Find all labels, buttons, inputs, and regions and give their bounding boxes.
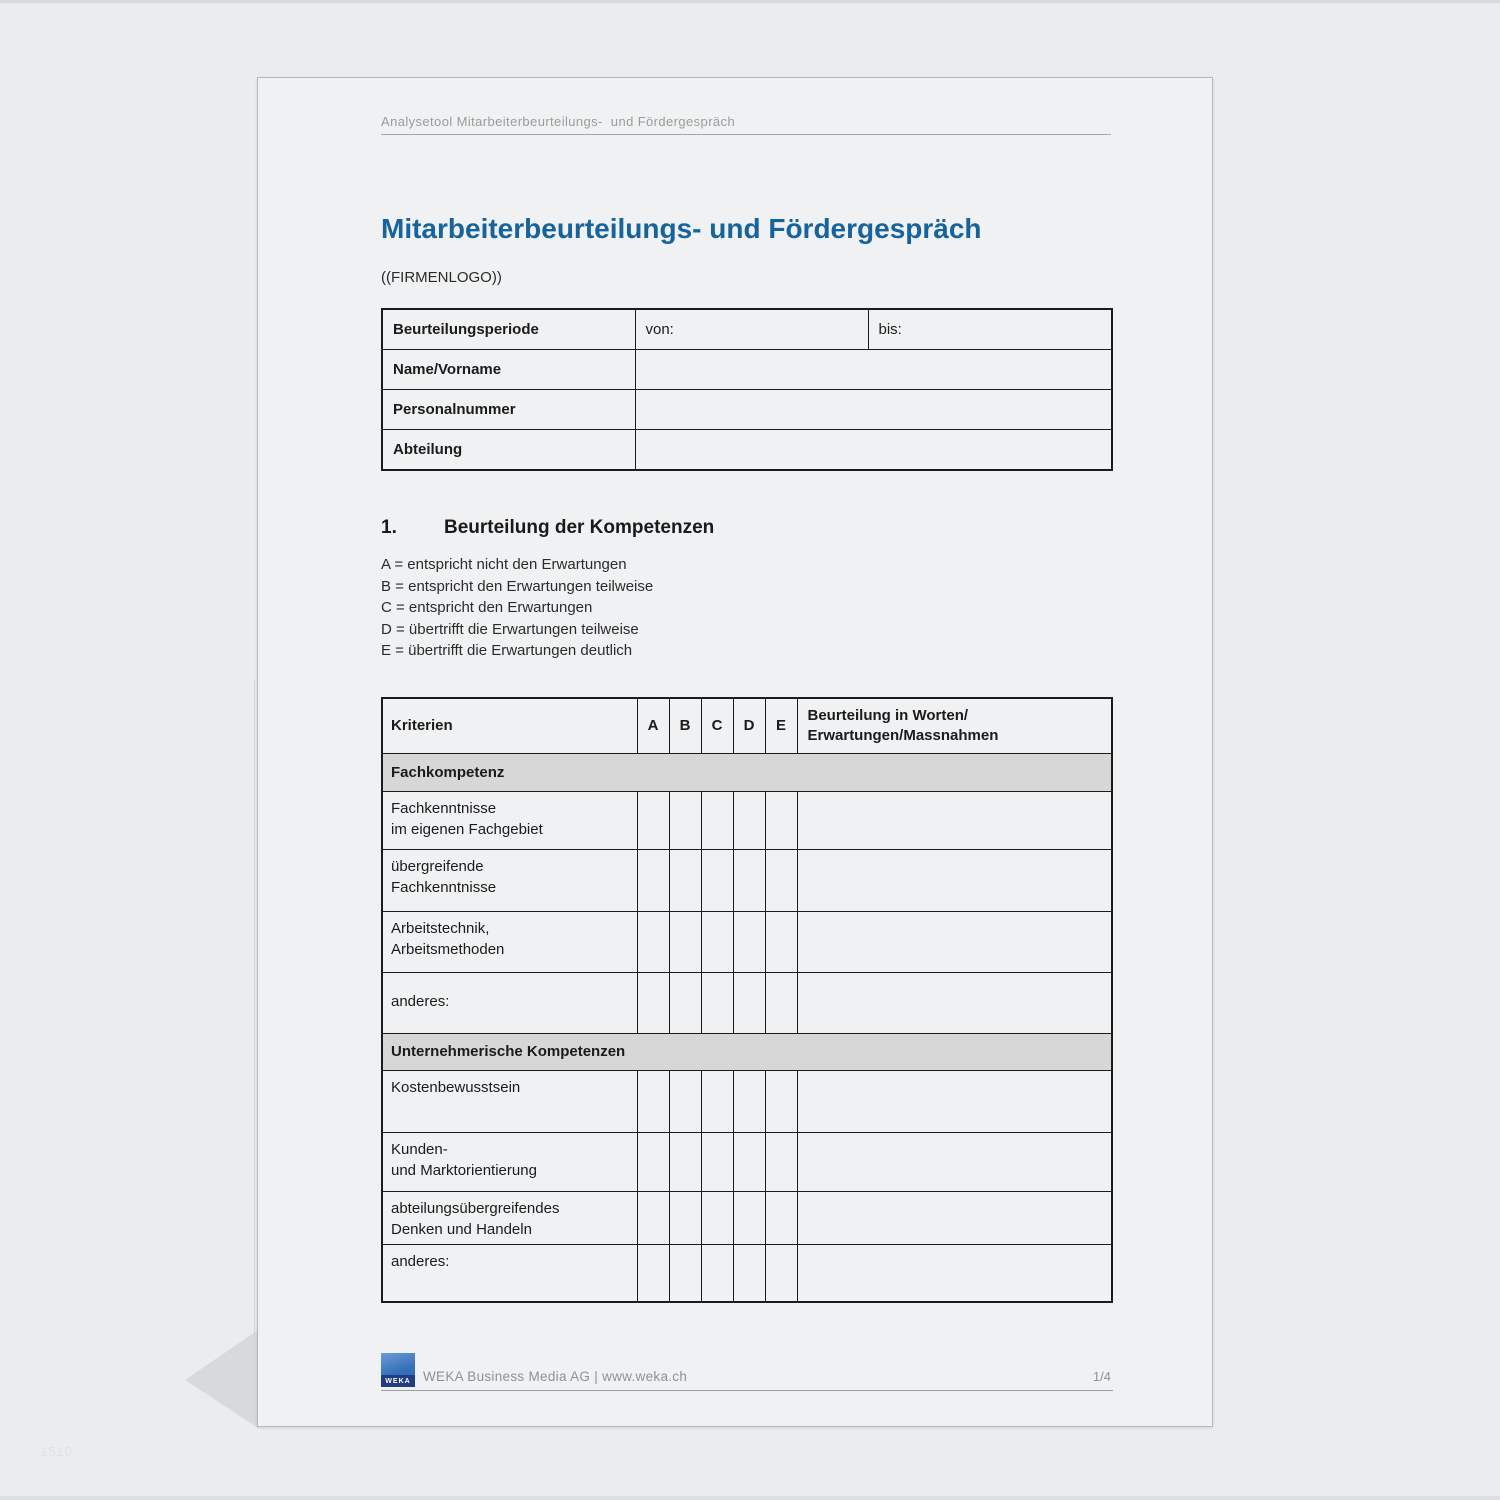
running-header: Analysetool Mitarbeiterbeurteilungs- und Fördergespräch [381, 114, 1111, 135]
assessment-cell [797, 1191, 1112, 1244]
page-footer [381, 1353, 1111, 1387]
period-from-cell: von: [635, 309, 868, 350]
grade-cell [701, 1244, 733, 1302]
criterion-line2: Fachkenntnisse [391, 878, 497, 896]
group-header-label: Unternehmerische Kompetenzen [382, 1033, 1112, 1070]
grade-cell [733, 849, 765, 911]
page-corner-fold [185, 1330, 258, 1428]
company-logo-placeholder: ((FIRMENLOGO)) [381, 269, 502, 286]
grade-cell [701, 849, 733, 911]
criterion-line1: abteilungsübergreifendes [391, 1199, 560, 1217]
criteria-column-header: Kriterien [382, 698, 637, 753]
department-label-cell: Abteilung [382, 430, 635, 471]
canvas-bottom-edge [0, 1496, 1500, 1500]
personnel-number-value-cell [635, 390, 1112, 430]
criteria-row [382, 849, 1112, 911]
criterion-label-cell [382, 791, 637, 849]
grade-cell [733, 1132, 765, 1191]
assessment-cell [797, 849, 1112, 911]
criterion-line1: Kunden- [391, 1140, 448, 1158]
document-page [257, 77, 1213, 1427]
criterion-line2: Arbeitsmethoden [391, 940, 505, 958]
grade-cell [637, 849, 669, 911]
criterion-line2: und Marktorientierung [391, 1161, 537, 1179]
grade-cell [765, 1070, 797, 1132]
grade-cell [765, 791, 797, 849]
grade-cell [733, 1070, 765, 1132]
grade-cell [701, 911, 733, 972]
grade-cell [733, 791, 765, 849]
group-header-fachkompetenz [382, 753, 1112, 791]
grade-cell [637, 1191, 669, 1244]
assessment-cell [797, 972, 1112, 1033]
group-header-label: Fachkompetenz [382, 753, 1112, 791]
criterion-line1: anderes: [391, 1252, 450, 1270]
criterion-label-cell [382, 1244, 637, 1302]
criterion-line2: im eigenen Fachgebiet [391, 820, 543, 838]
legend-item-c: C = entspricht den Erwartungen [381, 599, 593, 616]
grade-cell [637, 911, 669, 972]
grade-cell [669, 1070, 701, 1132]
legend-item-b: B = entspricht den Erwartungen teilweise [381, 577, 654, 595]
grade-cell [669, 791, 701, 849]
grade-cell [765, 1132, 797, 1191]
criterion-label-cell [382, 1132, 637, 1191]
assessment-cell [797, 911, 1112, 972]
grade-cell [637, 791, 669, 849]
criteria-row [382, 1191, 1112, 1244]
grade-cell [701, 791, 733, 849]
name-value-cell [635, 350, 1112, 390]
grade-column-header-b: B [669, 698, 701, 753]
publisher-text: WEKA Business Media AG | www.weka.ch [423, 1369, 688, 1384]
criteria-table [381, 697, 1113, 1303]
assessment-column-header [797, 698, 1112, 753]
grade-cell [637, 1244, 669, 1302]
criterion-line1: übergreifende [391, 857, 484, 875]
legend-item-a: A = entspricht nicht den Erwartungen [381, 556, 627, 573]
table-row [382, 350, 1112, 390]
criterion-line1: Fachkenntnisse [391, 799, 497, 817]
footer-rule [381, 1390, 1113, 1391]
grade-cell [733, 1191, 765, 1244]
criteria-row [382, 972, 1112, 1033]
criteria-row [382, 1070, 1112, 1132]
assessment-header-line1: Beurteilung in Worten/ [807, 706, 969, 724]
grade-cell [765, 1191, 797, 1244]
assessment-cell [797, 791, 1112, 849]
grade-column-header-e: E [765, 698, 797, 753]
section-number: 1. [381, 517, 397, 538]
criteria-header-row [382, 698, 1112, 753]
page-title: Mitarbeiterbeurteilungs- und Fördergespräch [381, 213, 982, 244]
criteria-row [382, 911, 1112, 972]
grade-cell [637, 1132, 669, 1191]
grade-cell [669, 911, 701, 972]
grade-cell [669, 1132, 701, 1191]
assessment-header-line2: Erwartungen/Massnahmen [807, 726, 999, 744]
canvas-top-edge [0, 0, 1500, 3]
section-heading [381, 516, 1111, 540]
criterion-line1: anderes: [391, 992, 450, 1010]
grade-cell [669, 1244, 701, 1302]
grade-cell [733, 972, 765, 1033]
weka-logo [381, 1353, 415, 1387]
grade-cell [733, 911, 765, 972]
grade-cell [637, 972, 669, 1033]
grade-cell [733, 1244, 765, 1302]
criterion-line2: Denken und Handeln [391, 1220, 532, 1238]
criteria-row [382, 791, 1112, 849]
table-row [382, 390, 1112, 430]
grade-column-header-a: A [637, 698, 669, 753]
grade-cell [765, 911, 797, 972]
grade-column-header-c: C [701, 698, 733, 753]
legend-item-e: E = übertrifft die Erwartungen deutlich [381, 642, 633, 659]
criterion-line1: Kostenbewusstsein [391, 1078, 521, 1096]
grade-cell [701, 1191, 733, 1244]
department-value-cell [635, 430, 1112, 471]
grade-cell [637, 1070, 669, 1132]
back-sheet-edge [254, 680, 255, 1335]
table-row [382, 430, 1112, 471]
criterion-line1: Arbeitstechnik, [391, 919, 490, 937]
grade-cell [701, 972, 733, 1033]
grade-column-header-d: D [733, 698, 765, 753]
legend-item-d: D = übertrifft die Erwartungen teilweise [381, 620, 639, 638]
grade-cell [669, 849, 701, 911]
grade-cell [669, 972, 701, 1033]
period-label-cell: Beurteilungsperiode [382, 309, 635, 350]
criterion-label-cell [382, 1191, 637, 1244]
page-number: 1/4 [1092, 1369, 1111, 1384]
assessment-cell [797, 1132, 1112, 1191]
grade-cell [669, 1191, 701, 1244]
criterion-label-cell [382, 849, 637, 911]
grade-cell [701, 1132, 733, 1191]
name-label-cell: Name/Vorname [382, 350, 635, 390]
assessment-cell [797, 1070, 1112, 1132]
grade-cell [765, 1244, 797, 1302]
table-row [382, 309, 1112, 350]
criteria-row [382, 1244, 1112, 1302]
criteria-row [382, 1132, 1112, 1191]
criterion-label-cell [382, 911, 637, 972]
grade-cell [765, 972, 797, 1033]
grade-cell [765, 849, 797, 911]
assessment-cell [797, 1244, 1112, 1302]
group-header-unternehmerische-kompetenzen [382, 1033, 1112, 1070]
info-table [381, 308, 1113, 471]
weka-logo-text: WEKA [381, 1375, 415, 1387]
grade-cell [701, 1070, 733, 1132]
period-to-cell: bis: [868, 309, 1112, 350]
personnel-number-label-cell: Personalnummer [382, 390, 635, 430]
section-title: Beurteilung der Kompetenzen [444, 517, 715, 538]
criterion-label-cell [382, 972, 637, 1033]
criterion-label-cell [382, 1070, 637, 1132]
rating-legend [381, 554, 1111, 662]
background-watermark: 1510 [40, 1444, 73, 1459]
